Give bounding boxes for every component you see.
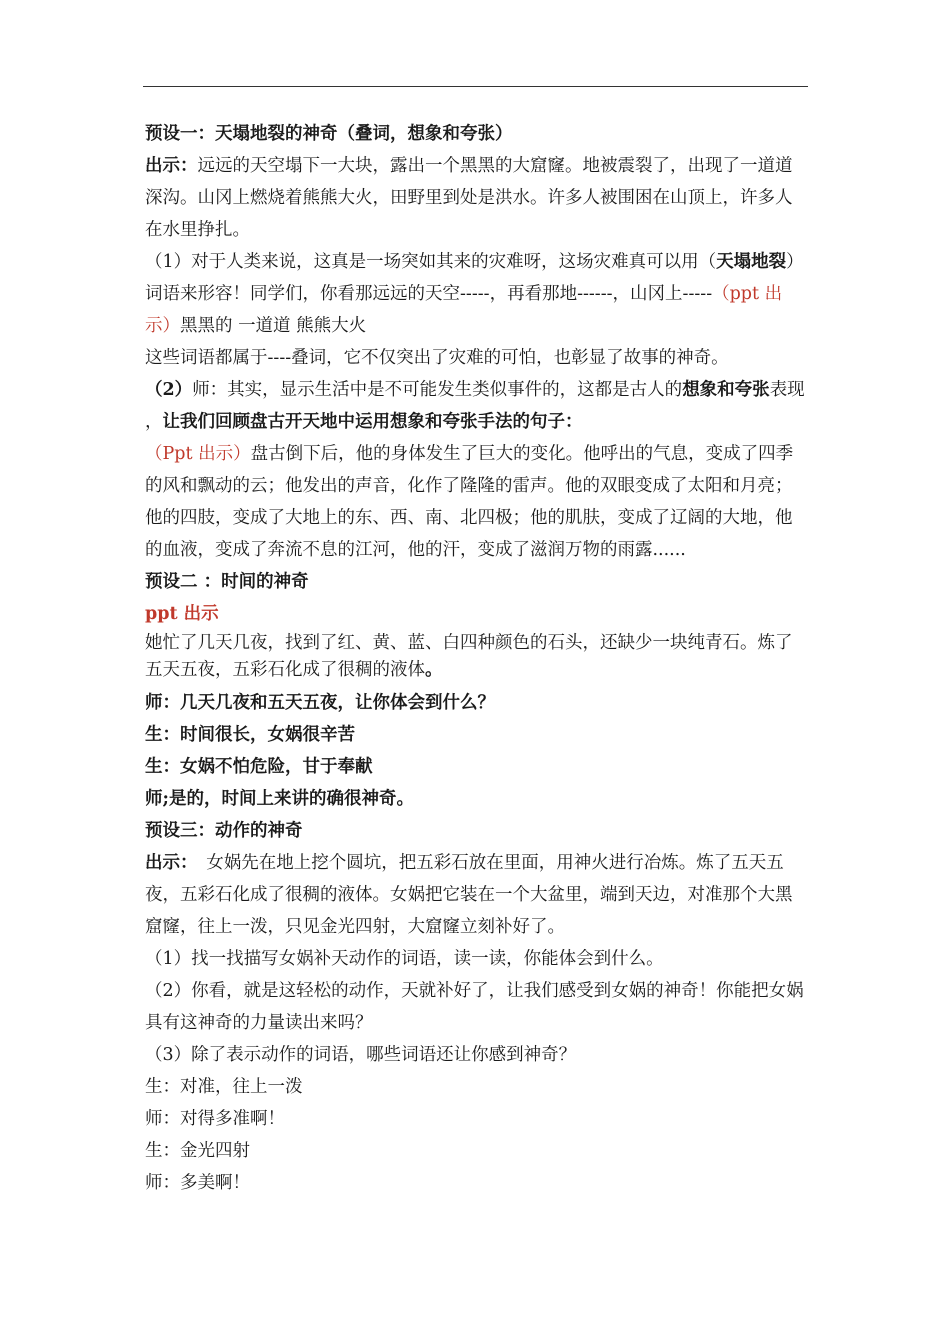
teacher-question: 师：几天几夜和五天五夜，让你体会到什么？	[145, 693, 495, 713]
header-rule	[143, 86, 808, 87]
display-text-3	[145, 847, 807, 943]
nuwa-time-passage	[145, 630, 807, 684]
question-1-part-c: ）词语来形容！同学们，你看那远远的天空-----，再看那地------，山冈上-----	[145, 252, 804, 304]
display-label-3: 出示：	[145, 853, 189, 873]
action-question-1: （1）找一找描写女娲补天动作的词语，读一读，你能体会到什么。	[145, 949, 664, 969]
display-label: 出示：	[145, 156, 198, 176]
reduplication-note: 这些词语都属于----叠词，它不仅突出了灾难的可怕，也彰显了故事的神奇。	[145, 348, 729, 368]
ppt-note-2: （Ppt 出示）	[145, 444, 251, 464]
action-question-2: （2）你看，就是这轻松的动作，天就补好了，让我们感受到女娲的神奇！你能把女娲具有这神奇的力量读出来吗？	[145, 981, 804, 1033]
question-2-number: （2）	[145, 380, 193, 400]
section-heading-1: 预设一：天塌地裂的神奇（叠词，想象和夸张）	[145, 124, 513, 144]
display-text-1	[145, 150, 807, 246]
question-2-keyword: 想象和夸张	[682, 380, 770, 400]
pangu-text: 盘古倒下后，他的身体发生了巨大的变化。他呼出的气息，变成了四季的风和飘动的云；他发出的声音，化作了隆隆的雷声。他的双眼变成了太阳和月亮；他的四肢，变成了大地上的东、西、南、北四极；他的肌肤，变成了辽阔的大地，他的血液，变成了奔流不息的江河，他的汗，变成了滋润万物的雨露......	[145, 444, 794, 560]
dialogue-line-4: 师：多美啊！	[145, 1173, 250, 1193]
question-1	[145, 246, 807, 342]
ppt-note-1: （ppt 出示）	[145, 284, 783, 336]
nuwa-time-end: 。	[425, 660, 443, 680]
question-2-part-d: 表现 ，	[145, 380, 805, 432]
display-content-3: 女娲先在地上挖个圆坑，把五彩石放在里面，用神火进行冶炼。炼了五天五夜，五彩石化成了很稠的液体。女娲把它装在一个大盆里，端到天边，对准那个大黑窟窿，往上一泼，只见金光四射，大窟窿立刻补好了。	[145, 853, 793, 937]
question-1-part-e: 黑黑的 一道道 熊熊大火	[180, 316, 367, 336]
pangu-passage	[145, 438, 807, 566]
student-answer-2: 生：女娲不怕危险，甘于奉献	[145, 757, 373, 777]
question-1-keyword: 天塌地裂	[716, 252, 787, 272]
dialogue-line-1: 生：对准，往上一泼	[145, 1077, 303, 1097]
question-1-part-a: （1）对于人类来说，这真是一场突如其来的灾难呀，这场灾难真可以用（	[145, 252, 717, 272]
section-heading-3: 预设三：动作的神奇	[145, 821, 303, 841]
dialogue-line-3: 生：金光四射	[145, 1141, 250, 1161]
student-answer-1: 生：时间很长，女娲很辛苦	[145, 725, 355, 745]
display-content: 远远的天空塌下一大块，露出一个黑黑的大窟窿。地被震裂了，出现了一道道深沟。山冈上燃烧着熊熊大火，田野里到处是洪水。许多人被围困在山顶上，许多人在水里挣扎。	[145, 156, 793, 240]
question-2-part-b: 师：其实，显示生活中是不可能发生类似事件的，这都是古人的	[192, 380, 683, 400]
question-2	[145, 374, 807, 438]
ppt-label: ppt 出示	[145, 604, 219, 624]
question-2-bold-sentence: 让我们回顾盘古开天地中运用想象和夸张手法的句子：	[162, 412, 583, 432]
section-heading-2: 预设二 ：时间的神奇	[145, 572, 309, 592]
action-question-3: （3）除了表示动作的词语，哪些词语还让你感到神奇？	[145, 1045, 577, 1065]
dialogue-line-2: 师：对得多准啊！	[145, 1109, 285, 1129]
nuwa-time-text: 她忙了几天几夜，找到了红、黄、蓝、白四种颜色的石头，还缺少一块纯青石。炼了五天五夜，五彩石化成了很稠的液体	[145, 633, 793, 680]
document-body	[145, 118, 807, 1199]
teacher-summary: 师;是的，时间上来讲的确很神奇。	[145, 789, 414, 809]
